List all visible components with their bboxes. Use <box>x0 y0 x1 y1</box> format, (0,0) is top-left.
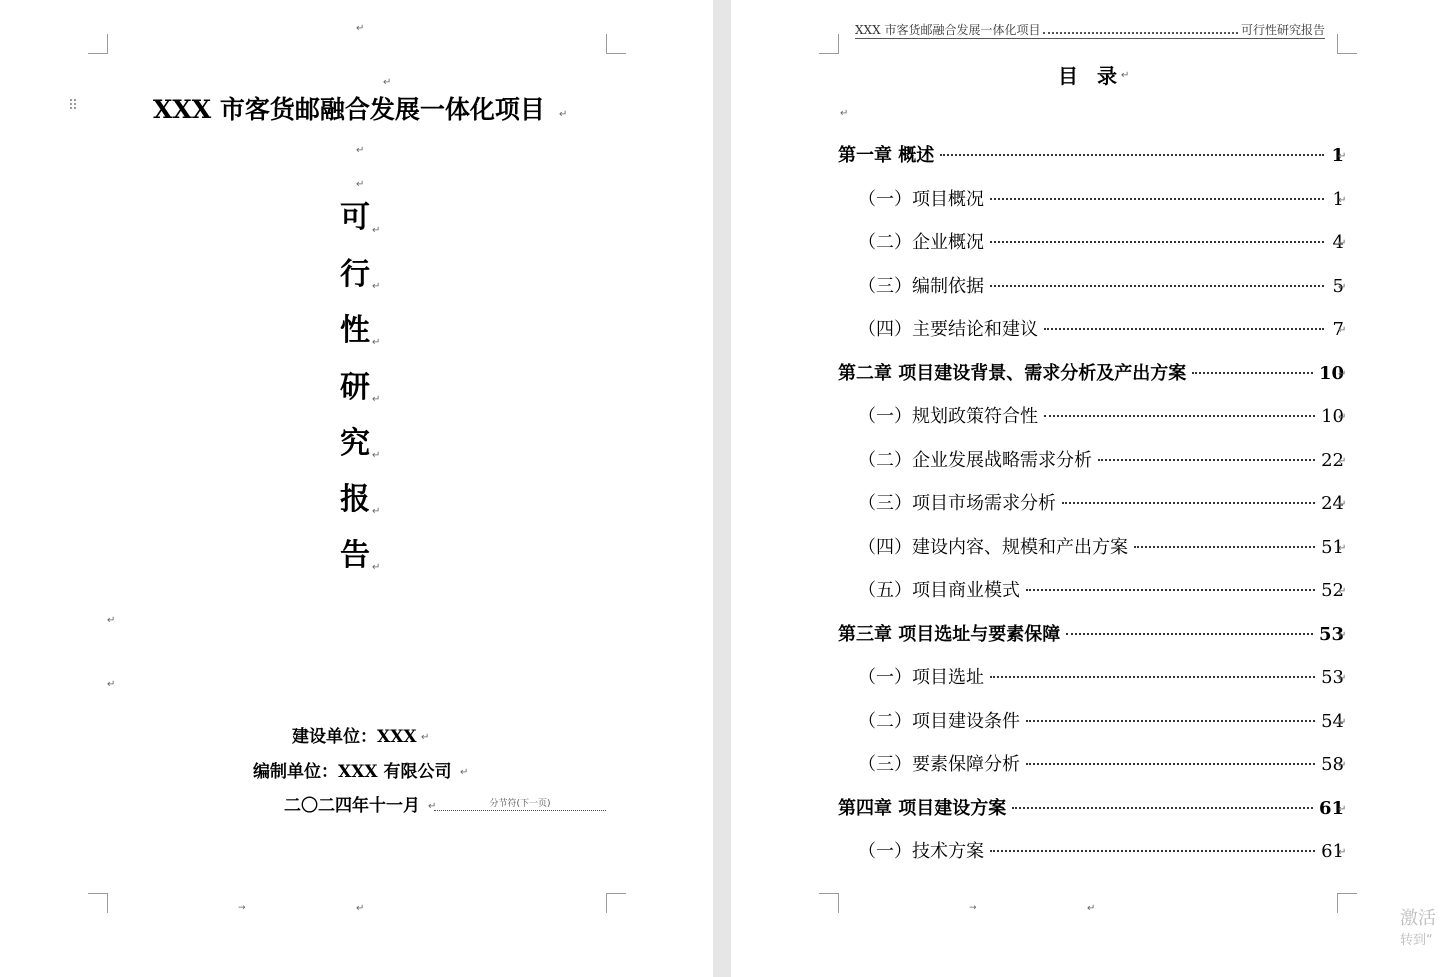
paragraph-mark-icon <box>1338 674 1346 684</box>
toc-entry[interactable] <box>838 359 1344 385</box>
paragraph-mark-icon <box>1338 587 1346 597</box>
toc-entry[interactable] <box>858 489 1344 515</box>
margin-corner-top-left <box>88 34 108 54</box>
paragraph-mark-icon <box>372 563 380 573</box>
toc-entry[interactable] <box>858 402 1344 428</box>
toc-entry[interactable] <box>858 272 1344 298</box>
builder-line: 建设单位：XXX <box>292 727 417 747</box>
toc-entry[interactable] <box>838 794 1344 820</box>
toc-entry-text[interactable]: 第二章 项目建设背景、需求分析及产出方案 <box>838 362 1187 384</box>
toc-entry[interactable] <box>858 707 1344 733</box>
toc-leader <box>1012 807 1313 809</box>
toc-leader <box>990 850 1315 852</box>
section-break-marker: 分节符(下一页) <box>434 798 606 811</box>
paragraph-mark-icon <box>1338 631 1346 641</box>
watermark-line-2: 转到“ <box>1400 933 1433 948</box>
paragraph-mark-icon <box>372 395 380 405</box>
paragraph-mark-icon <box>1338 761 1346 771</box>
toc-leader <box>1066 633 1313 635</box>
toc-leader <box>1134 546 1315 548</box>
toc-entry[interactable] <box>858 837 1344 863</box>
paragraph-mark-icon <box>356 180 364 190</box>
header-right-text: 可行性研究报告 <box>1240 23 1325 37</box>
margin-corner-top-left <box>819 34 839 54</box>
toc-leader <box>1098 459 1315 461</box>
paragraph-mark-icon <box>1338 544 1346 554</box>
margin-corner-bottom-right <box>1337 893 1357 913</box>
margin-corner-bottom-left <box>819 893 839 913</box>
vertical-title-char: 可 <box>340 200 370 235</box>
cover-page[interactable] <box>0 0 713 977</box>
activation-watermark <box>1400 908 1436 952</box>
toc-entry-text[interactable]: （三）要素保障分析 <box>858 754 1020 775</box>
paragraph-mark-icon <box>1338 196 1346 206</box>
margin-corner-bottom-right <box>606 893 626 913</box>
toc-leader <box>1044 328 1324 330</box>
toc-leader <box>990 676 1315 678</box>
toc-leader <box>1026 589 1315 591</box>
paragraph-mark-icon <box>1338 848 1346 858</box>
toc-entry[interactable] <box>858 576 1344 602</box>
watermark-line-1: 激活 <box>1400 908 1436 929</box>
toc-entry[interactable] <box>858 185 1344 211</box>
toc-entry[interactable] <box>838 620 1344 646</box>
paragraph-mark-icon <box>372 451 380 461</box>
toc-entry-text[interactable]: （五）项目商业模式 <box>858 580 1020 601</box>
paragraph-mark-icon <box>1338 239 1346 249</box>
paragraph-mark-icon <box>1338 718 1346 728</box>
toc-entry-text[interactable]: （四）建设内容、规模和产出方案 <box>858 536 1128 558</box>
toc-entry-page[interactable]: 10 <box>1321 406 1344 427</box>
paragraph-mark-icon <box>356 904 364 914</box>
toc-title: 目 录 <box>1058 64 1123 88</box>
toc-entry[interactable] <box>858 663 1344 689</box>
toc-entry-text[interactable]: （一）项目选址 <box>858 667 984 688</box>
toc-entry-text[interactable]: 第三章 项目选址与要素保障 <box>838 623 1061 645</box>
toc-entry[interactable] <box>858 446 1344 472</box>
toc-entry-page[interactable]: 4 <box>1332 232 1344 253</box>
tab-arrow-icon <box>238 904 246 913</box>
toc-entry-text[interactable]: （二）企业概况 <box>858 232 984 253</box>
toc-leader <box>940 154 1324 156</box>
margin-corner-top-right <box>606 34 626 54</box>
header-leader <box>1043 22 1238 34</box>
toc-entry-text[interactable]: （一）规划政策符合性 <box>858 406 1038 427</box>
paragraph-mark-icon <box>460 768 468 778</box>
toc-entry[interactable] <box>858 750 1344 776</box>
paragraph-mark-icon <box>372 226 380 236</box>
paragraph-mark-icon <box>1338 805 1346 815</box>
toc-entry-page[interactable]: 61 <box>1318 797 1344 819</box>
paragraph-mark-icon <box>1087 904 1095 914</box>
toc-entry-text[interactable]: （一）项目概况 <box>858 188 984 210</box>
compiler-line: 编制单位：XXX 有限公司 <box>253 762 452 782</box>
toc-entry-text[interactable]: （二）项目建设条件 <box>858 710 1020 732</box>
margin-corner-top-right <box>1337 34 1357 54</box>
table-move-handle-icon[interactable]: ⠿ <box>68 98 77 114</box>
toc-leader <box>1026 720 1315 722</box>
toc-entry[interactable] <box>858 228 1344 254</box>
toc-entry-text[interactable]: 第一章 概述 <box>838 145 935 166</box>
vertical-title-char: 性 <box>340 313 370 348</box>
paragraph-mark-icon <box>107 680 115 690</box>
toc-entry-page[interactable]: 7 <box>1332 319 1344 340</box>
paragraph-mark-icon <box>107 616 115 626</box>
toc-leader <box>990 198 1324 200</box>
toc-leader <box>990 285 1324 287</box>
paragraph-mark-icon <box>1338 152 1346 162</box>
toc-entry-text[interactable]: （四）主要结论和建议 <box>858 319 1038 340</box>
toc-entry-page[interactable]: 1 <box>1331 145 1344 166</box>
toc-entry-page[interactable]: 10 <box>1318 362 1344 384</box>
paragraph-mark-icon <box>1338 370 1346 380</box>
toc-entry-page[interactable]: 52 <box>1321 580 1344 601</box>
toc-entry[interactable] <box>858 533 1344 559</box>
tab-arrow-icon <box>969 904 977 913</box>
toc-entry-page[interactable]: 53 <box>1318 623 1344 645</box>
header-left-text: XXX 市客货邮融合发展一体化项目 <box>855 23 1041 37</box>
paragraph-mark-icon <box>1338 283 1346 293</box>
toc-entry-page[interactable]: 24 <box>1321 493 1344 514</box>
paragraph-mark-icon <box>356 24 364 34</box>
toc-entry[interactable] <box>838 141 1344 167</box>
toc-entry-page[interactable]: 54 <box>1321 710 1344 732</box>
toc-entry-text[interactable]: （二）企业发展战略需求分析 <box>858 449 1092 471</box>
paragraph-mark-icon <box>356 146 364 156</box>
cover-title: XXX 市客货邮融合发展一体化项目 <box>153 95 545 124</box>
margin-corner-bottom-left <box>88 893 108 913</box>
vertical-title-char: 告 <box>340 538 370 573</box>
paragraph-mark-icon <box>1338 457 1346 467</box>
paragraph-mark-icon <box>1338 413 1346 423</box>
paragraph-mark-icon <box>372 338 380 348</box>
toc-leader <box>1192 372 1313 374</box>
toc-entry-page[interactable]: 61 <box>1321 841 1344 862</box>
toc-entry-text[interactable]: （一）技术方案 <box>858 841 984 862</box>
toc-leader <box>990 241 1324 243</box>
vertical-title-char: 行 <box>340 257 370 292</box>
toc-entry-text[interactable]: （三）项目市场需求分析 <box>858 493 1056 514</box>
paragraph-mark-icon <box>372 282 380 292</box>
toc-leader <box>1062 502 1315 504</box>
page-header[interactable] <box>855 22 1325 39</box>
toc-leader <box>1044 415 1315 417</box>
toc-entry-text[interactable]: （三）编制依据 <box>858 275 984 297</box>
toc-entry-page[interactable]: 51 <box>1321 536 1344 558</box>
paragraph-mark-icon <box>1338 326 1346 336</box>
paragraph-mark-icon <box>383 78 391 88</box>
vertical-title-char: 研 <box>340 370 370 405</box>
paragraph-mark-icon <box>372 507 380 517</box>
date-line: 二〇二四年十一月 <box>284 796 420 816</box>
paragraph-mark-icon <box>559 110 567 120</box>
paragraph-mark-icon <box>840 109 848 119</box>
vertical-title-char: 报 <box>340 482 370 517</box>
toc-entry-text[interactable]: 第四章 项目建设方案 <box>838 797 1007 819</box>
toc-entry-page[interactable]: 58 <box>1321 754 1344 775</box>
toc-entry[interactable] <box>858 315 1344 341</box>
toc-leader <box>1026 763 1315 765</box>
paragraph-mark-icon <box>1338 500 1346 510</box>
paragraph-mark-icon <box>1121 71 1129 81</box>
toc-entry-page[interactable]: 5 <box>1332 275 1344 297</box>
vertical-title-char: 究 <box>340 426 370 461</box>
toc-entry-page[interactable]: 22 <box>1321 449 1344 471</box>
paragraph-mark-icon <box>421 733 429 743</box>
toc-entry-page[interactable]: 53 <box>1321 667 1344 688</box>
toc-entry-page[interactable]: 1 <box>1332 188 1344 210</box>
